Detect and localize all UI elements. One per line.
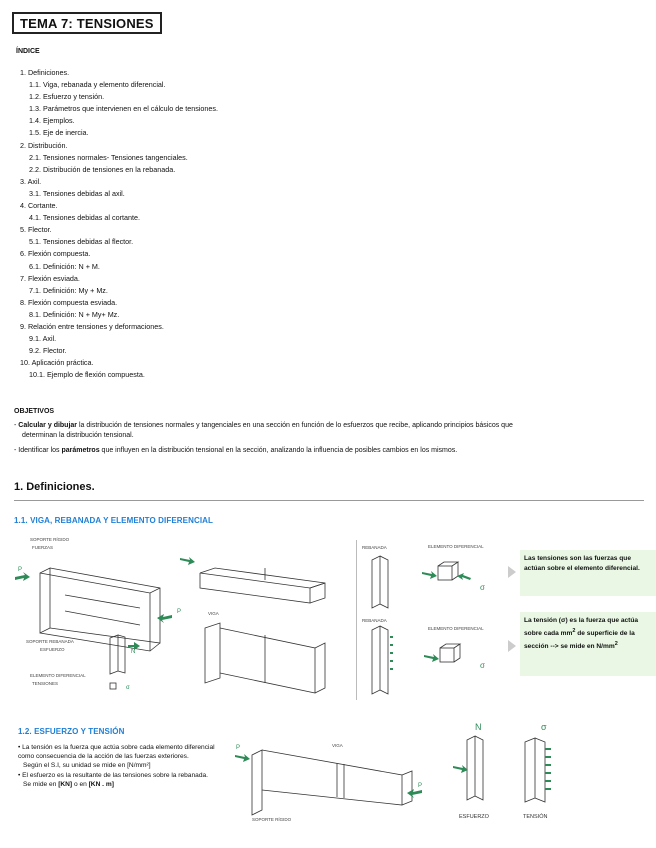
note-text-1: Las tensiones son las fuerzas que actúan sobre el elemento diferencial. [524, 555, 640, 572]
table-of-contents [20, 67, 218, 381]
bullet-2-text: El esfuerzo es la resultante de las tensiones sobre la rebanada. [22, 771, 208, 779]
bullet-2b [18, 780, 218, 789]
toc-item: 5. Flector. [20, 225, 52, 235]
section-divider [14, 500, 644, 501]
toc-item: 3.1. Tensiones debidas al axil. [29, 188, 125, 198]
note-superscript: 2 [572, 628, 576, 634]
subsection-1-2-heading: 1.2. ESFUERZO Y TENSIÓN [18, 727, 125, 736]
index-heading: ÍNDICE [16, 48, 40, 55]
objectives-heading: OBJETIVOS [14, 408, 55, 415]
objective-1-cont: determinan la distribución tensional. [22, 432, 134, 439]
toc-item: 2.1. Tensiones normales- Tensiones tangenciales. [29, 152, 188, 162]
toc-item: 10. Aplicación práctica. [20, 358, 94, 368]
label-esfuerzo: ESFUERZO [459, 814, 489, 820]
toc-item: 3. Axil. [20, 176, 42, 186]
toc-item: 8. Flexión compuesta esviada. [20, 297, 118, 307]
svg-text:SOPORTE REBANADA: SOPORTE REBANADA [26, 639, 74, 644]
beam-figures [10, 533, 350, 703]
toc-item: 2. Distribución. [20, 140, 68, 150]
arrow-icon [508, 566, 516, 578]
element-figures [360, 540, 510, 700]
note-box-tensiones [520, 550, 656, 596]
toc-item: 1. Definiciones. [20, 68, 70, 77]
label-n-large: N [475, 722, 482, 732]
esfuerzo-tension-notes [18, 743, 218, 789]
toc-item: 7. Flexión esviada. [20, 273, 80, 283]
svg-text:REBANADA: REBANADA [362, 545, 387, 550]
toc-item: 1.3. Parámetros que intervienen en el cálculo de tensiones. [29, 104, 218, 114]
objective-2-pre: Identificar los [18, 447, 62, 454]
note-box-tension-definition [520, 612, 656, 676]
objective-2-text: que influyen en la distribución tensional en la sección, analizando la influencia de posibles cambios en los mismos. [99, 447, 458, 454]
arrow-icon [508, 640, 516, 652]
label-p-beam-left: P [236, 745, 241, 751]
toc-item: 6. Flexión compuesta. [20, 249, 91, 259]
svg-text:VIGA: VIGA [332, 743, 343, 748]
svg-text:ELEMENTO DIFERENCIAL: ELEMENTO DIFERENCIAL [428, 544, 484, 549]
note-text-2a: La tensión (σ) es la fuerza que actúa sobre cada mm [524, 617, 639, 638]
bullet-1: • La tensión es la fuerza que actúa sobre cada elemento diferencial como consecuencia de la acción de las fuerzas exteriores. [18, 744, 215, 761]
bullet-1-text: La tensión es la fuerza que actúa sobre cada elemento diferencial como consecuencia de la acción de las fuerzas exteriores. [18, 744, 215, 761]
svg-text:ESFUERZO: ESFUERZO [40, 647, 65, 652]
toc-item: 1.5. Eje de inercia. [29, 128, 89, 138]
bullet-2: • El esfuerzo es la resultante de las tensiones sobre la rebanada. [18, 771, 208, 779]
subsection-1-1-heading: 1.1. VIGA, REBANADA Y ELEMENTO DIFERENCIAL [14, 516, 214, 525]
label-sigma-lower: σ [480, 661, 485, 670]
toc-item: 9.1. Axil. [29, 334, 57, 344]
toc-item: 7.1. Definición: My + Mz. [29, 285, 108, 295]
objective-item-2: - Identificar los parámetros que influyen en la distribución tensional en la sección, analizando la influencia de posibles cambios en los mismos. [14, 447, 458, 454]
label-p-right: P [177, 609, 182, 615]
bullet-2b-unit2: [KN . m] [88, 780, 114, 788]
toc-item: 10.1. Ejemplo de flexión compuesta. [29, 370, 145, 380]
toc-item: 6.1. Definición: N + M. [29, 261, 100, 271]
objective-2-bold: parámetros [61, 447, 100, 454]
label-p-left: P [18, 567, 23, 573]
svg-text:SOPORTE RÍGIDO: SOPORTE RÍGIDO [30, 537, 70, 542]
toc-item: 8.1. Definición: N + My+ Mz. [29, 309, 120, 319]
toc-item: 9.2. Flector. [29, 346, 67, 356]
bullet-2b-unit1: [KN] [58, 780, 73, 788]
beam-esfuerzo-figure [232, 735, 432, 825]
label-n-small: N [131, 649, 136, 655]
svg-text:FUERZAS: FUERZAS [32, 545, 54, 550]
section-heading: 1. Definiciones. [14, 481, 95, 493]
label-sigma-small: σ [126, 685, 130, 691]
toc-item: 9. Relación entre tensiones y deformaciones. [20, 321, 164, 331]
page-title: TEMA 7: TENSIONES [12, 12, 162, 34]
toc-item: 2.2. Distribución de tensiones en la rebanada. [29, 164, 176, 174]
figure-divider [356, 540, 357, 700]
esfuerzo-tension-icons [445, 718, 585, 823]
svg-text:SOPORTE RÍGIDO: SOPORTE RÍGIDO [252, 817, 292, 822]
svg-text:VIGA: VIGA [208, 611, 219, 616]
note-superscript-2: 2 [614, 641, 618, 648]
label-sigma-large: σ [541, 722, 547, 732]
toc-item: 4. Cortante. [20, 201, 58, 211]
objective-1-text: la distribución de tensiones normales y tangenciales en una sección en función de lo esfuerzos que recibe, aplicando principios básicos que [77, 422, 513, 429]
toc-item: 1.4. Ejemplos. [29, 116, 75, 126]
svg-text:TENSIONES: TENSIONES [32, 681, 59, 686]
label-sigma-upper: σ [480, 583, 485, 592]
toc-item: 4.1. Tensiones debidas al cortante. [29, 213, 140, 223]
bullet-2b-pre: Se mide en [23, 780, 59, 788]
svg-text:ELEMENTO DIFERENCIAL: ELEMENTO DIFERENCIAL [428, 626, 484, 631]
bullet-1b-text: Según el S.I, su unidad se mide en [N/mm²] [23, 762, 151, 770]
toc-item: 5.1. Tensiones debidas al flector. [29, 237, 134, 247]
objective-1-bold: Calcular y dibujar [18, 422, 78, 429]
svg-text:ELEMENTO DIFERENCIAL: ELEMENTO DIFERENCIAL [30, 673, 86, 678]
label-p-beam-right: P [418, 783, 423, 789]
bullet-2b-mid: o en [72, 780, 89, 788]
objective-item-1: - Calcular y dibujar la distribución de tensiones normales y tangenciales en una sección en función de lo esfuerzos que recibe, aplicando principios básicos que determinan la distribución tensional. [14, 421, 638, 441]
label-tension: TENSIÓN [523, 814, 548, 820]
note-text-2c: de superficie de la sección --> se mide en N/mm [524, 630, 635, 651]
toc-item: 1.2. Esfuerzo y tensión. [29, 92, 105, 102]
svg-text:REBANADA: REBANADA [362, 618, 387, 623]
toc-item: 1.1. Viga, rebanada y elemento diferencial. [29, 80, 166, 90]
